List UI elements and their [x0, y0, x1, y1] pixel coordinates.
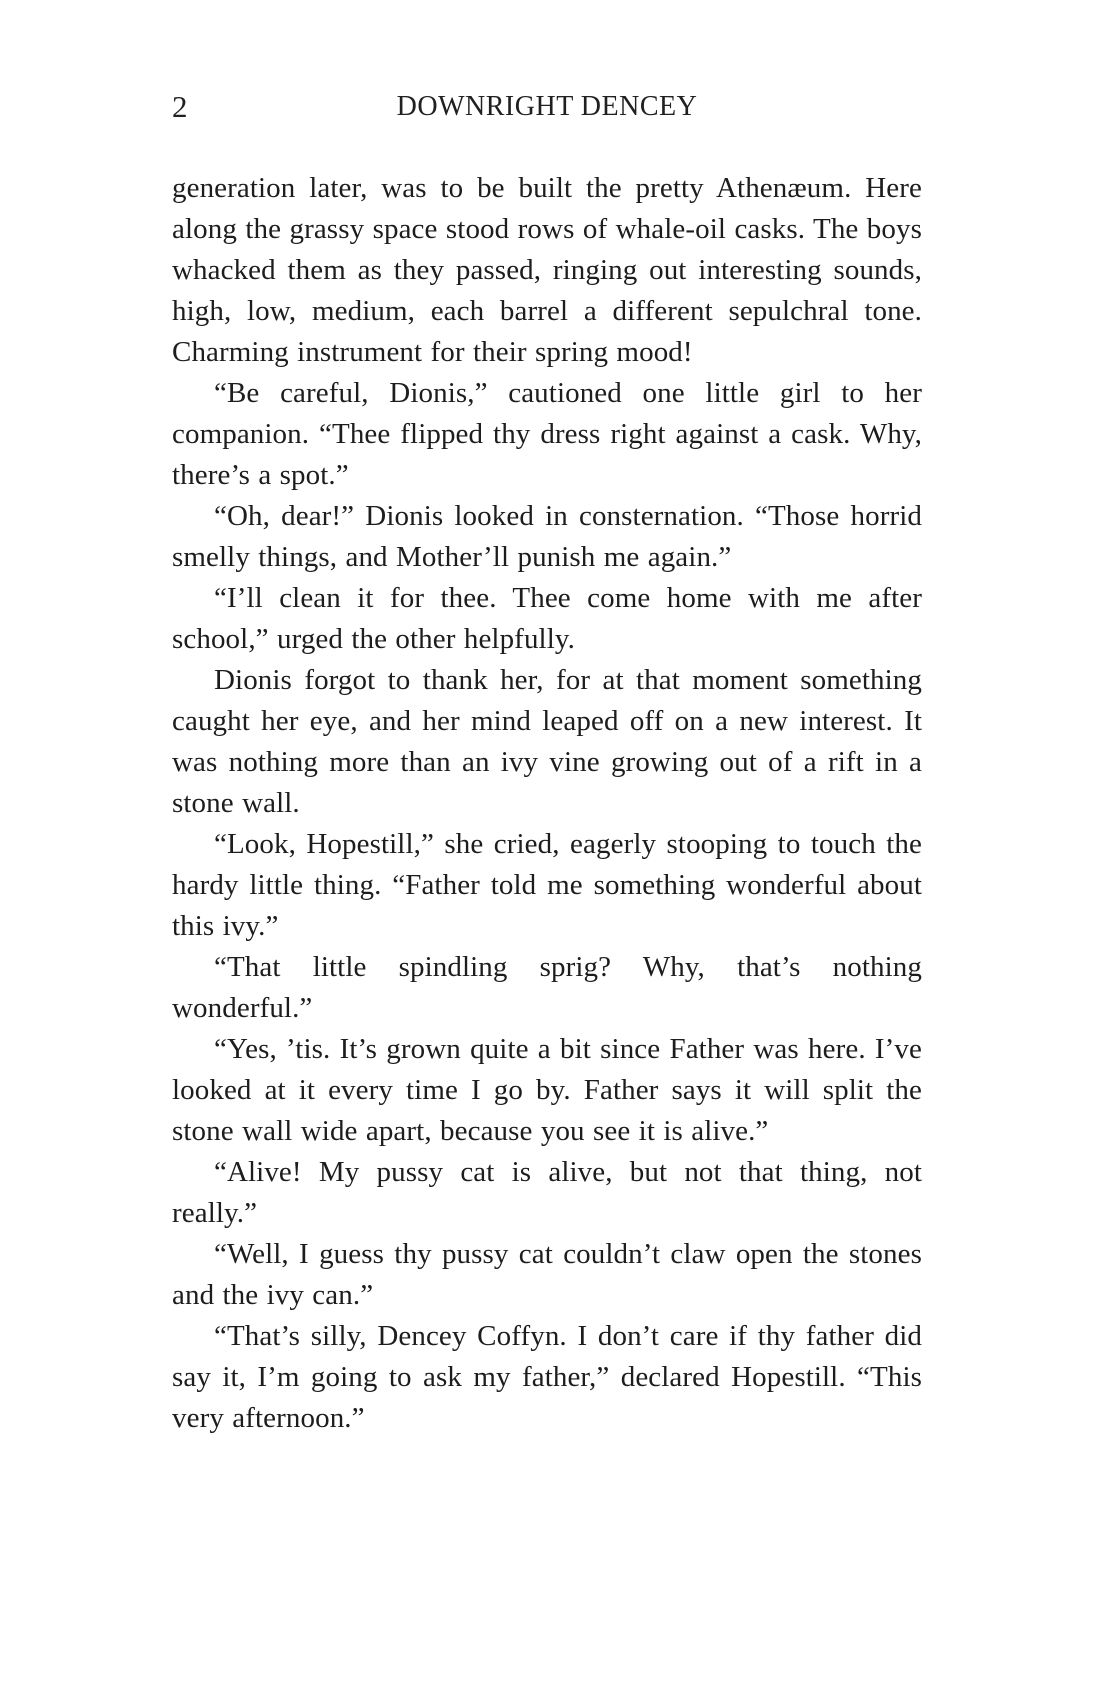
paragraph: “Well, I guess thy pussy cat couldn’t claw open the stones and the ivy can.”	[172, 1238, 922, 1311]
paragraph: “Look, Hopestill,” she cried, eagerly stooping to touch the hardy little thing. “Father told me something wonderful about this ivy.”	[172, 828, 922, 942]
paragraph: “Alive! My pussy cat is alive, but not that thing, not really.”	[172, 1156, 922, 1229]
paragraph: “I’ll clean it for thee. Thee come home with me after school,” urged the other helpfully.	[172, 582, 922, 655]
paragraph: “Yes, ’tis. It’s grown quite a bit since Father was here. I’ve looked at it every time I go by. Father says it will split the stone wall wide apart, because you see it is alive.”	[172, 1033, 922, 1147]
paragraph: “Be careful, Dionis,” cautioned one little girl to her companion. “Thee flipped thy dress right against a cask. Why, there’s a spot.”	[172, 377, 922, 491]
page-number: 2	[172, 89, 188, 124]
page-header	[172, 88, 922, 126]
paragraph: generation later, was to be built the pretty Athenæum. Here along the grassy space stood rows of whale-oil casks. The boys whacked them as they passed, ringing out interesting sounds, high, low, medium, each barrel a different sepulchral tone. Charming instrument for their spring mood!	[172, 172, 922, 368]
running-title: DOWNRIGHT DENCEY	[396, 91, 698, 122]
paragraph: “That’s silly, Dencey Coffyn. I don’t care if thy father did say it, I’m going to ask my father,” declared Hopestill. “This very afternoon.”	[172, 1320, 922, 1434]
paragraph: “That little spindling sprig? Why, that’s nothing wonderful.”	[172, 951, 922, 1024]
paragraph: Dionis forgot to thank her, for at that moment something caught her eye, and her mind leaped off on a new interest. It was nothing more than an ivy vine growing out of a rift in a stone wall.	[172, 664, 922, 819]
body-text	[172, 168, 922, 1439]
paragraph: “Oh, dear!” Dionis looked in consternation. “Those horrid smelly things, and Mother’ll punish me again.”	[172, 500, 922, 573]
